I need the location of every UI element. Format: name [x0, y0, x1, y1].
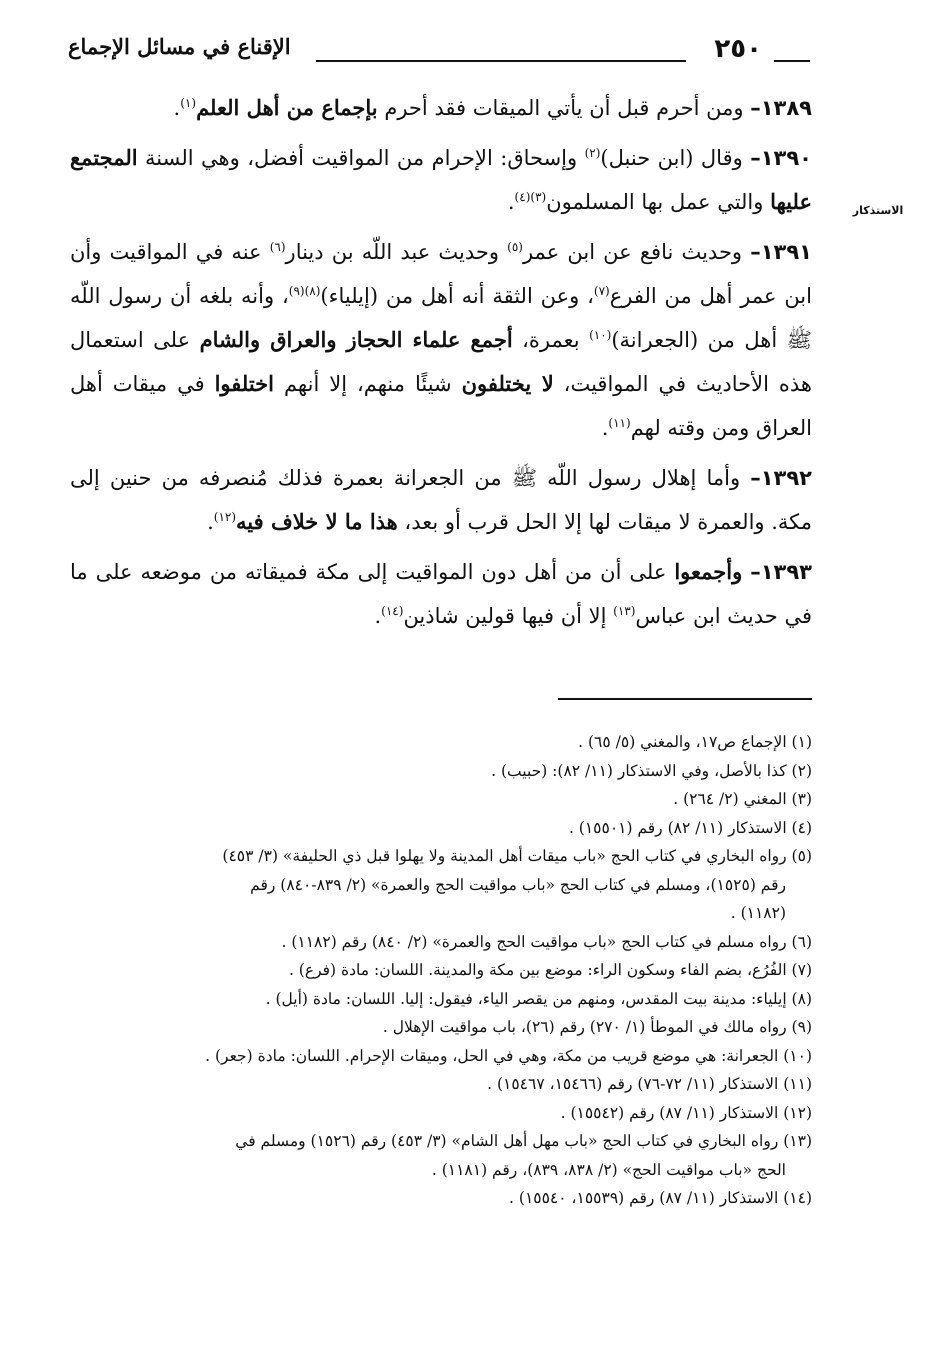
footnote-line: الحج «باب مواقيت الحج» (٢/ ٨٣٨، ٨٣٩)، رقم (١١٨١) .	[431, 1160, 786, 1179]
margin-note: الاستذكار	[852, 204, 904, 217]
footnotes	[70, 728, 812, 1213]
paragraph-text: على استعمال هذه الأحاديث في المواقيت،	[70, 328, 813, 396]
emphasis-text: هذا ما لا خلاف فيه	[236, 509, 398, 534]
footnote-line: (١٣) رواه البخاري في كتاب الحج «باب مهل أهل الشام» (٣/ ٤٥٣) رقم (١٥٢٦) ومسلم في	[235, 1132, 812, 1150]
paragraph-text: ، وعن الثقة أنه أهل من (إيلياء)	[320, 284, 594, 308]
paragraph-text: إلا أن فيها قولين شاذين	[403, 604, 614, 628]
footnote	[70, 1013, 812, 1042]
paragraph	[70, 550, 812, 638]
footnote-ref: (١١)	[608, 416, 631, 430]
emphasis-text: المجتمع عليها	[70, 145, 812, 214]
footnote-line: (٩) رواه مالك في الموطأ (١/ ٢٧٠) رقم (٢٦)، باب مواقيت الإهلال .	[382, 1018, 812, 1036]
paragraph-number: ١٣٩٢–	[750, 466, 812, 490]
paragraph-text: وقال (ابن حنبل)	[600, 146, 751, 170]
footnote	[70, 956, 812, 985]
footnote-ref: (٥)	[507, 240, 523, 254]
page-header	[68, 30, 810, 80]
paragraph-number: ١٣٩٣–	[750, 560, 813, 584]
footnote-line: (٦) رواه مسلم في كتاب الحج «باب مواقيت الحج والعمرة» (٢/ ٨٤٠) رقم (١١٨٢) .	[281, 932, 812, 951]
footnote-line: (٧) الفُرُع، بضم الفاء وسكون الراء: موضع بين مكة والمدينة. اللسان: مادة (فرع) .	[288, 961, 812, 979]
footnote	[70, 1127, 812, 1184]
footnote-ref: (٢)	[584, 146, 601, 160]
paragraph-number: ١٣٩١–	[750, 240, 812, 264]
paragraph-text: .	[507, 190, 515, 214]
footnote-line: (١١٨٢) .	[730, 904, 786, 922]
footnote-line: (٣) المغني (٢/ ٢٦٤) .	[673, 790, 812, 808]
footnote-ref: (٨)(٩)	[288, 284, 321, 298]
footnote-ref: (١٤)	[381, 604, 404, 618]
footnote-line: (٢) كذا بالأصل، وفي الاستذكار (١١/ ٨٢): (حبيب) .	[491, 761, 812, 780]
paragraph-text: ، وأنه بلغه أن رسول اللّه ﷺ أهل من (الجعرانة)	[70, 284, 812, 352]
footnote-line: (١٢) الاستذكار (١١/ ٨٧) رقم (١٥٥٤٢) .	[560, 1103, 812, 1122]
paragraph-text: على أن من أهل دون المواقيت إلى مكة فميقاته من موضعه على ما في حديث ابن عباس	[70, 560, 812, 628]
page-number: ٢٥٠	[714, 34, 762, 64]
header-rule	[316, 60, 686, 62]
footnote	[70, 1070, 812, 1099]
emphasis-text: لا يختلفون	[461, 371, 554, 396]
footnote-ref: (١٣)	[613, 604, 636, 618]
paragraph-text: .	[374, 604, 382, 628]
paragraph-text: والتي عمل بها المسلمون	[546, 190, 771, 214]
footnote	[70, 757, 812, 786]
paragraph	[70, 136, 812, 224]
footnote	[70, 814, 812, 843]
emphasis-text: اختلفوا	[214, 371, 274, 396]
emphasis-text: بإجماع من أهل العلم	[196, 95, 378, 120]
paragraph-text: وحديث نافع عن ابن عمر	[522, 240, 751, 264]
main-text	[70, 86, 812, 644]
footnote-line: رقم (١٥٢٥)، ومسلم في كتاب الحج «باب مواقيت الحج والعمرة» (٢/ ٨٣٩-٨٤٠) رقم	[250, 875, 786, 894]
footnote	[70, 785, 812, 814]
footnote	[70, 842, 812, 928]
footnote-separator	[558, 698, 812, 700]
paragraph-text: في ميقات أهل العراق ومن وقته لهم	[70, 372, 812, 440]
footnote-line: (٨) إيلياء: مدينة بيت المقدس، ومنهم من يقصر الياء، فيقول: إليا. اللسان: مادة (أيل) .	[265, 989, 812, 1008]
footnote-line: (١٤) الاستذكار (١١/ ٨٧) رقم (١٥٥٣٩، ١٥٥٤٠) .	[509, 1189, 812, 1207]
paragraph-text: وأما إهلال رسول اللّه ﷺ من الجعرانة بعمرة فذلك مُنصرفه من حنين إلى مكة. والعمرة لا ميقات لها إلا الحل قرب أو بعد،	[70, 466, 812, 534]
paragraph	[70, 230, 812, 450]
footnote-line: (٥) رواه البخاري في كتاب الحج «باب ميقات أهل المدينة ولا يهلوا قبل ذي الحليفة» (٣/ ٤٥٣)	[222, 847, 812, 865]
footnote	[70, 985, 812, 1014]
paragraph-text: وحديث عبد اللّه بن دينار	[285, 240, 508, 264]
footnote-ref: (٧)	[593, 284, 610, 298]
paragraph-text: وإسحاق: الإحرام من المواقيت أفضل، وهي السنة	[137, 146, 585, 170]
footnote	[70, 1042, 812, 1071]
header-rule	[774, 60, 810, 62]
footnote	[70, 1099, 812, 1128]
footnote	[70, 1184, 812, 1213]
book-title: الإقناع في مسائل الإجماع	[68, 34, 291, 59]
paragraph-text: .	[207, 510, 214, 534]
paragraph-number: ١٣٩٠–	[750, 146, 812, 170]
footnote-ref: (١٢)	[213, 510, 237, 524]
paragraph-text: .	[173, 96, 181, 120]
paragraph	[70, 456, 812, 544]
footnote	[70, 928, 812, 957]
footnote-ref: (٣)(٤)	[514, 190, 547, 204]
paragraph-text: شيئًا منهم، إلا أنهم	[274, 372, 462, 396]
paragraph-text: ومن أحرم قبل أن يأتي الميقات فقد أحرم	[377, 96, 751, 120]
footnote-line: (١١) الاستذكار (١١/ ٧٢-٧٦) رقم (١٥٤٦٦، ١٥٤٦٧) .	[487, 1075, 812, 1093]
paragraph-text: .	[601, 416, 609, 440]
footnote-line: (١) الإجماع ص١٧، والمغني (٥/ ٦٥) .	[578, 733, 812, 751]
footnote-ref: (١٠)	[589, 328, 612, 342]
footnote-ref: (٦)	[269, 240, 286, 254]
paragraph-number: ١٣٨٩–	[750, 96, 812, 120]
paragraph-text: بعمرة،	[512, 328, 590, 352]
emphasis-text: أجمع علماء الحجاز والعراق والشام	[199, 327, 513, 352]
paragraph-text: عنه في المواقيت وأن ابن عمر أهل من الفرع	[70, 240, 812, 308]
emphasis-text: وأجمعوا	[674, 559, 743, 584]
footnote	[70, 728, 812, 757]
paragraph	[70, 86, 812, 130]
footnote-line: (٤) الاستذكار (١١/ ٨٢) رقم (١٥٥٠١) .	[568, 818, 812, 837]
footnote-ref: (١)	[180, 96, 197, 110]
footnote-line: (١٠) الجعرانة: هي موضع قريب من مكة، وهي في الحل، وميقات الإحرام. اللسان: مادة (جعر) .	[205, 1046, 812, 1065]
